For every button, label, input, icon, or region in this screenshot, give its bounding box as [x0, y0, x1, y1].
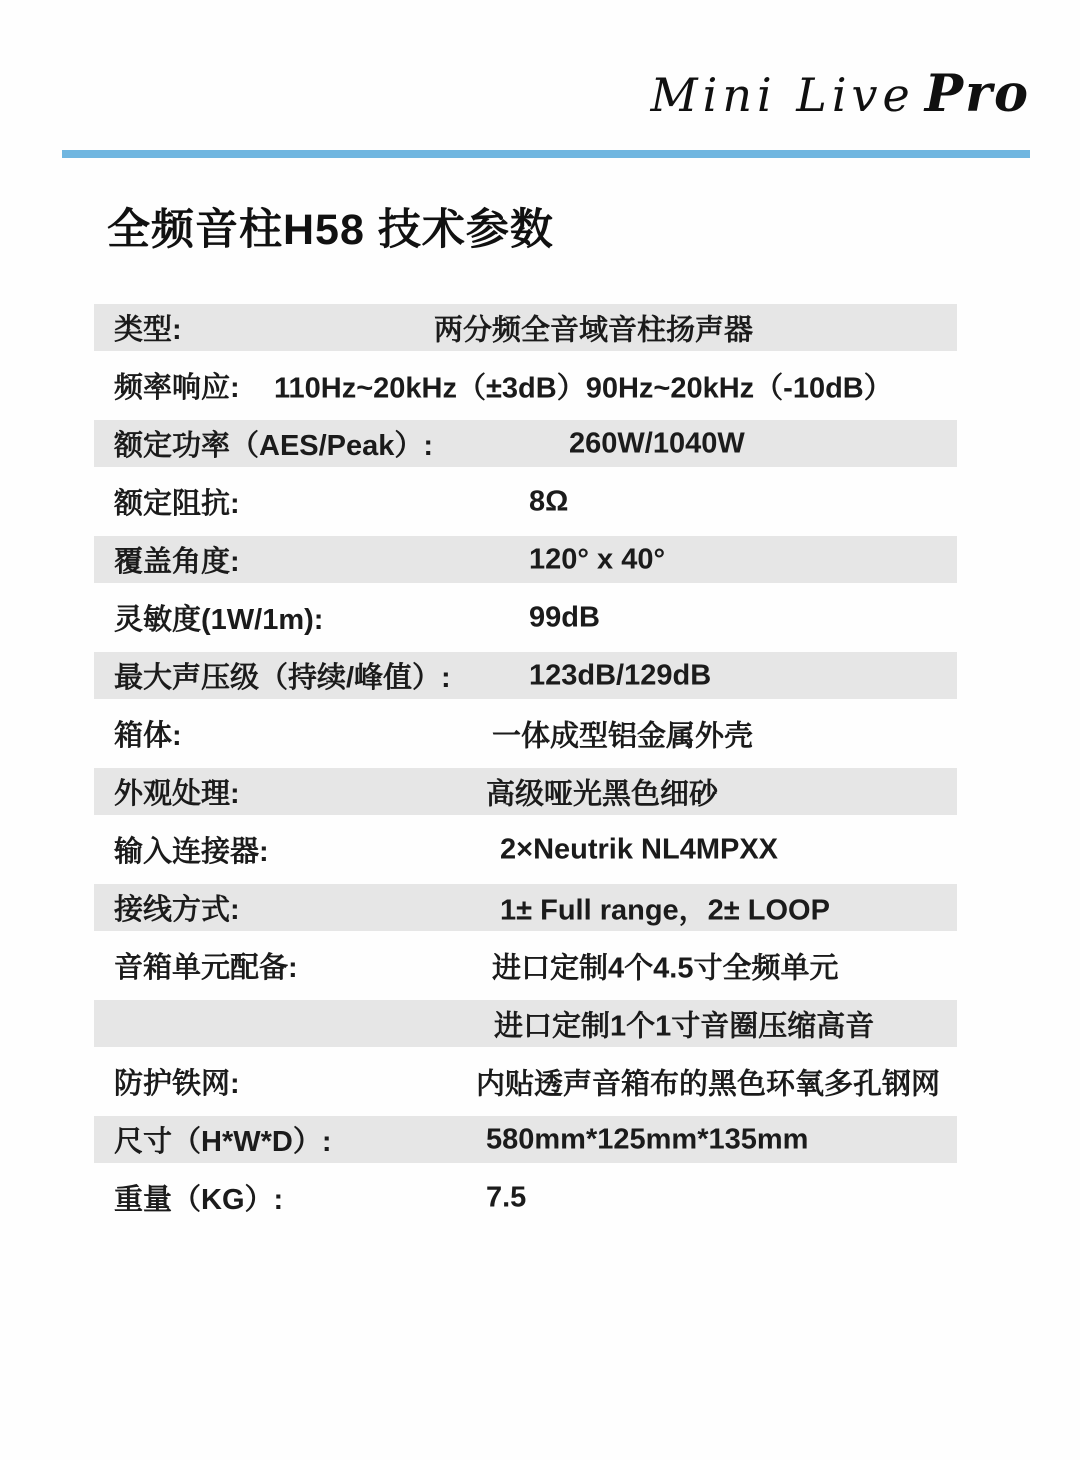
spec-label: 重量（KG）: — [114, 1184, 284, 1216]
spec-row-frequency-response — [94, 351, 957, 420]
spec-label: 输入连接器: — [114, 836, 269, 868]
spec-label: 最大声压级（持续/峰值）: — [114, 662, 451, 694]
spec-label: 灵敏度(1W/1m): — [114, 604, 324, 636]
spec-value: 内贴透声音箱布的黑色环氧多孔钢网 — [476, 1068, 941, 1100]
spec-row-rated-impedance — [94, 467, 957, 536]
spec-value: 99dB — [529, 601, 600, 633]
spec-label: 防护铁网: — [114, 1068, 240, 1100]
spec-value: 7.5 — [486, 1181, 527, 1213]
spec-row-dimensions — [94, 1116, 957, 1163]
spec-row-enclosure — [94, 699, 957, 768]
brand-logo-pro: Pro — [924, 64, 1030, 124]
spec-label: 类型: — [114, 314, 182, 346]
spec-label: 额定阻抗: — [114, 488, 240, 520]
spec-value: 进口定制4个4.5寸全频单元 — [492, 952, 839, 984]
spec-value: 110Hz~20kHz（±3dB）90Hz~20kHz（-10dB） — [274, 372, 893, 404]
spec-row-weight — [94, 1163, 957, 1232]
spec-row-drivers — [94, 931, 957, 1000]
spec-value: 一体成型铝金属外壳 — [492, 720, 754, 752]
spec-row-finish — [94, 768, 957, 815]
spec-value: 580mm*125mm*135mm — [486, 1123, 809, 1155]
spec-label: 覆盖角度: — [114, 546, 240, 578]
spec-value: 2×Neutrik NL4MPXX — [500, 833, 779, 865]
page-title: 全频音柱H58 技术参数 — [107, 206, 554, 254]
spec-value: 260W/1040W — [569, 427, 745, 459]
spec-value: 123dB/129dB — [529, 659, 712, 691]
spec-value: 1± Full range，2± LOOP — [500, 894, 830, 926]
spec-value: 两分频全音域音柱扬声器 — [434, 314, 754, 346]
spec-value: 120° x 40° — [529, 543, 666, 575]
spec-row-grille — [94, 1047, 957, 1116]
spec-label: 额定功率（AES/Peak）: — [114, 430, 434, 462]
spec-row-input-connectors — [94, 815, 957, 884]
spec-label: 频率响应: — [114, 372, 240, 404]
spec-label: 接线方式: — [114, 894, 240, 926]
spec-label: 音箱单元配备: — [114, 952, 298, 984]
spec-value: 8Ω — [529, 485, 569, 517]
spec-value: 高级哑光黑色细砂 — [486, 778, 719, 810]
spec-row-type — [94, 304, 957, 351]
spec-row-coverage-angle — [94, 536, 957, 583]
spec-table — [94, 304, 957, 1232]
spec-row-sensitivity — [94, 583, 957, 652]
brand-logo-script: Mini Live — [650, 68, 915, 122]
spec-row-wiring — [94, 884, 957, 931]
spec-label: 箱体: — [114, 720, 182, 752]
spec-row-max-spl — [94, 652, 957, 699]
spec-label: 外观处理: — [114, 778, 240, 810]
spec-label: 尺寸（H*W*D）: — [114, 1126, 332, 1158]
header-divider-line — [62, 150, 1030, 158]
spec-row-rated-power — [94, 420, 957, 467]
spec-row-drivers-continued — [94, 1000, 957, 1047]
brand-logo — [651, 64, 1031, 124]
spec-value: 进口定制1个1寸音圈压缩高音 — [494, 1010, 875, 1042]
